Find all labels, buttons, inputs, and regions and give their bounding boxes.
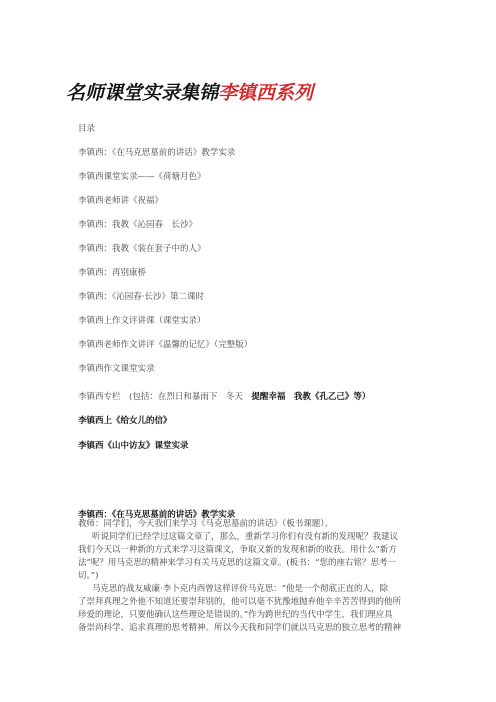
toc-item[interactable]: 李镇西老师讲《祝福》 (78, 196, 164, 206)
toc-item[interactable]: 李镇西：我教《沁园春 长沙》 (78, 220, 198, 230)
body-line: 听说同学们已经学过这篇文章了，那么，重新学习你们有没有新的发现呢？我建议 (92, 532, 399, 542)
section-body (78, 518, 422, 635)
toc-special-prefix: 李镇西专栏 (包括：在烈日和暴雨下 冬天 (78, 392, 252, 402)
toc-item[interactable]: 李镇西上作文评讲课（课堂实录） (78, 316, 206, 326)
body-line: 了崇拜真理之外他不知道还要崇拜别的，他可以毫不犹豫地抛弃他辛辛苦苦得到的他所 (78, 597, 402, 607)
toc-item[interactable]: 李镇西作文课堂实录 (78, 364, 155, 374)
toc-item[interactable]: 李镇西：我教《装在套子中的人》 (78, 244, 206, 254)
section-heading: 李镇西：《在马克思墓前的讲话》教学实录 (78, 510, 236, 520)
toc-item-special[interactable] (78, 390, 370, 402)
title-main: 名师课堂实录集锦 (66, 82, 219, 104)
toc-item[interactable]: 李镇西课堂实录——《荷塘月色》 (78, 172, 206, 182)
body-line: 备崇尚科学、追求真理的思考精神。所以今天我和同学们就以马克思的独立思考的精神 (78, 623, 402, 633)
toc-item[interactable]: 李镇西：《在马克思墓前的讲话》教学实录 (78, 148, 236, 158)
body-line: 马克思的战友威廉·李卜克内西曾这样评价马克思：“他是一个彻底正直的人，除 (92, 584, 389, 594)
body-line: 法”呢？用马克思的精神来学习有关马克思的这篇文章。(板书：“您的座右铭？思考一 (78, 558, 397, 568)
toc-item[interactable]: 李镇西：《沁园春·长沙》第二课时 (78, 292, 204, 302)
body-line: 教师：同学们，今天我们来学习《马克思墓前的讲话》（板书课题）。 (78, 519, 334, 529)
toc-label: 目录 (78, 124, 96, 134)
toc-item[interactable]: 李镇西：再别康桥 (78, 268, 147, 278)
document-title (66, 78, 313, 105)
toc-item[interactable]: 李镇西老师作文讲评《温馨的记忆》（完整版） (78, 340, 253, 350)
toc-item[interactable]: 李镇西《山中访友》课堂实录 (78, 441, 189, 451)
title-series: 李镇西系列 (218, 82, 314, 104)
body-line: 我们今天以一种新的方式来学习这篇课文，争取又新的发现和新的收获。用什么“新方 (78, 545, 397, 555)
body-line: 切。”) (78, 571, 99, 581)
toc-special-bold: 提醒幸福 我教《孔乙己》等） (251, 392, 371, 402)
body-line: 珍爱的理论，只要他确认这些理论是错误的。”作为跨世纪的当代中学生，我们理应具 (78, 610, 393, 620)
toc-item[interactable]: 李镇西上《给女儿的信》 (78, 416, 172, 426)
